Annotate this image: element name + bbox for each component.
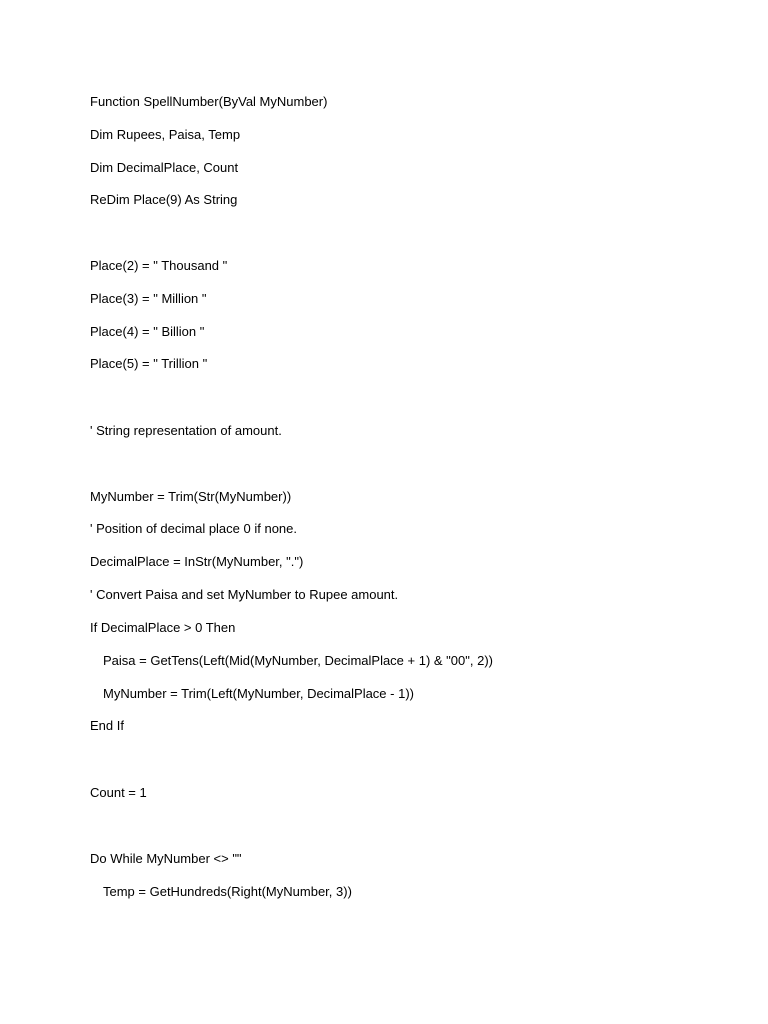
code-line: Place(4) = " Billion " [90,324,205,339]
code-comment: ' String representation of amount. [90,423,282,438]
code-line: Temp = GetHundreds(Right(MyNumber, 3)) [103,884,352,899]
code-line: End If [90,718,124,733]
code-line: MyNumber = Trim(Left(MyNumber, DecimalPlace - 1)) [103,686,414,701]
code-line: MyNumber = Trim(Str(MyNumber)) [90,489,292,504]
code-line: Place(5) = " Trillion " [90,356,208,371]
code-line: Place(2) = " Thousand " [90,258,228,273]
code-line: If DecimalPlace > 0 Then [90,620,236,635]
code-line: Dim DecimalPlace, Count [90,160,239,175]
code-line: Place(3) = " Million " [90,291,207,306]
code-comment: ' Convert Paisa and set MyNumber to Rupee amount. [90,587,399,602]
code-line: Function SpellNumber(ByVal MyNumber) [90,94,328,109]
code-line: Do While MyNumber <> "" [90,851,242,866]
code-line: ReDim Place(9) As String [90,192,238,207]
code-comment: ' Position of decimal place 0 if none. [90,521,297,536]
code-line: Count = 1 [90,785,147,800]
code-line: Dim Rupees, Paisa, Temp [90,127,241,142]
code-line: Paisa = GetTens(Left(Mid(MyNumber, DecimalPlace + 1) & "00", 2)) [103,653,493,668]
code-line: DecimalPlace = InStr(MyNumber, ".") [90,554,304,569]
